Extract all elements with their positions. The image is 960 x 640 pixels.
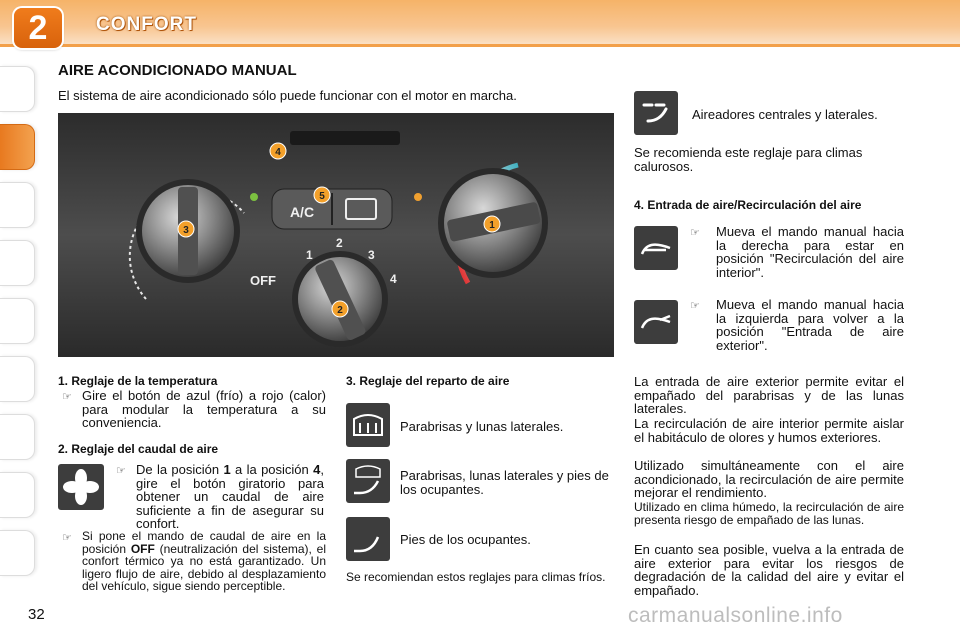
s3-option-2: Parabrisas, lunas laterales y pies de los ocupantes.: [400, 468, 609, 497]
bullet-icon: ☞: [116, 465, 126, 477]
callout-2: 2: [337, 305, 343, 316]
header-underline: [0, 44, 960, 47]
feet-vent-icon: [346, 517, 390, 561]
intro-text: El sistema de aire acondicionado sólo puede funcionar con el motor en marcha.: [58, 88, 517, 103]
fan-speed-3: 3: [368, 248, 375, 262]
callout-1: 1: [489, 220, 495, 231]
chapter-tab-4[interactable]: [0, 240, 35, 286]
windscreen-and-feet-icon: [346, 459, 390, 503]
bullet-icon: ☞: [62, 532, 72, 544]
s3-option-3: Pies de los ocupantes.: [400, 532, 531, 547]
right-para-5: En cuanto sea posible, vuelva a la entrada de aire exterior para evitar los riesgos de degradación de la calidad del aire y evitar el empañado.: [634, 542, 904, 598]
s2-title: 2. Reglaje del caudal de aire: [58, 442, 219, 456]
s3-note: Se recomiendan estos reglajes para climas fríos.: [346, 570, 606, 584]
chapter-number-badge: 2: [14, 8, 62, 48]
chapter-tab-9[interactable]: [0, 530, 35, 576]
callout-4: 4: [275, 147, 281, 158]
chapter-tab-2-active[interactable]: [0, 124, 35, 170]
chapter-tab-7[interactable]: [0, 414, 35, 460]
section4-title: 4. Entrada de aire/Recirculación del aire: [634, 198, 862, 212]
chapter-tab-3[interactable]: [0, 182, 35, 228]
vent-note: Se recomienda este reglaje para climas calurosos.: [634, 145, 863, 174]
s1-item: Gire el botón de azul (frío) a rojo (calor) para modular la temperatura a su conveniencia.: [82, 388, 326, 430]
chapter-title: CONFORT: [96, 14, 197, 35]
callout-3: 3: [183, 225, 189, 236]
s4-item-2: Mueva el mando manual hacia la izquierda para volver a la posición "Entrada de aire exterior".: [716, 297, 904, 353]
fan-speed-4: 4: [390, 272, 397, 286]
control-panel-photo: [58, 113, 614, 357]
fan-speed-2: 2: [336, 236, 343, 250]
s4-item-1: Mueva el mando manual hacia la derecha para estar en posición "Recirculación del aire interior".: [716, 224, 904, 280]
chapter-tab-8[interactable]: [0, 472, 35, 518]
page-number: 32: [28, 606, 45, 623]
right-para-3: Utilizado simultáneamente con el aire acondicionado, la recirculación de aire permite mejorar el rendimiento.: [634, 458, 904, 500]
chapter-tab-1[interactable]: [0, 66, 35, 112]
recirculation-icon: [634, 226, 678, 270]
control-panel-illustration: [58, 113, 614, 357]
bullet-icon: ☞: [690, 300, 700, 312]
right-para-1: La entrada de aire exterior permite evitar el empañado del parabrisas y de las lunas laterales.: [634, 374, 904, 416]
fan-off-label: OFF: [250, 273, 276, 288]
fan-icon: [58, 464, 104, 510]
chapter-tab-6[interactable]: [0, 356, 35, 402]
vent-text: Aireadores centrales y laterales.: [692, 107, 878, 122]
s2-item-1: De la posición 1 a la posición 4, gire el botón giratorio para obtener un caudal de aire suficiente a fin de asegurar su confort.: [136, 462, 324, 531]
right-para-2: La recirculación de aire interior permite aislar el habitáculo de olores y humos exteriores.: [634, 416, 904, 445]
s3-title: 3. Reglaje del reparto de aire: [346, 374, 510, 388]
s2-item-2: Si pone el mando de caudal de aire en la posición OFF (neutralización del sistema), el confort térmico ya no está garantizado. Un ligero flujo de aire, debido al desplazamiento del vehículo, sigue siendo perceptible.: [82, 529, 326, 593]
ac-button-label: A/C: [289, 204, 315, 220]
s1-title: 1. Reglaje de la temperatura: [58, 374, 218, 388]
s3-option-1: Parabrisas y lunas laterales.: [400, 419, 564, 434]
windscreen-demist-icon: [346, 403, 390, 447]
watermark: carmanualsonline.info: [628, 604, 843, 627]
fan-speed-1: 1: [306, 248, 313, 262]
vent-face-icon: [634, 91, 678, 135]
chapter-tab-5[interactable]: [0, 298, 35, 344]
section-title: AIRE ACONDICIONADO MANUAL: [58, 62, 297, 79]
callout-5: 5: [319, 191, 325, 202]
outside-air-icon: [634, 300, 678, 344]
bullet-icon: ☞: [690, 227, 700, 239]
right-para-4: Utilizado en clima húmedo, la recirculación de aire presenta riesgo de empañado de las lunas.: [634, 500, 904, 527]
bullet-icon: ☞: [62, 391, 72, 403]
